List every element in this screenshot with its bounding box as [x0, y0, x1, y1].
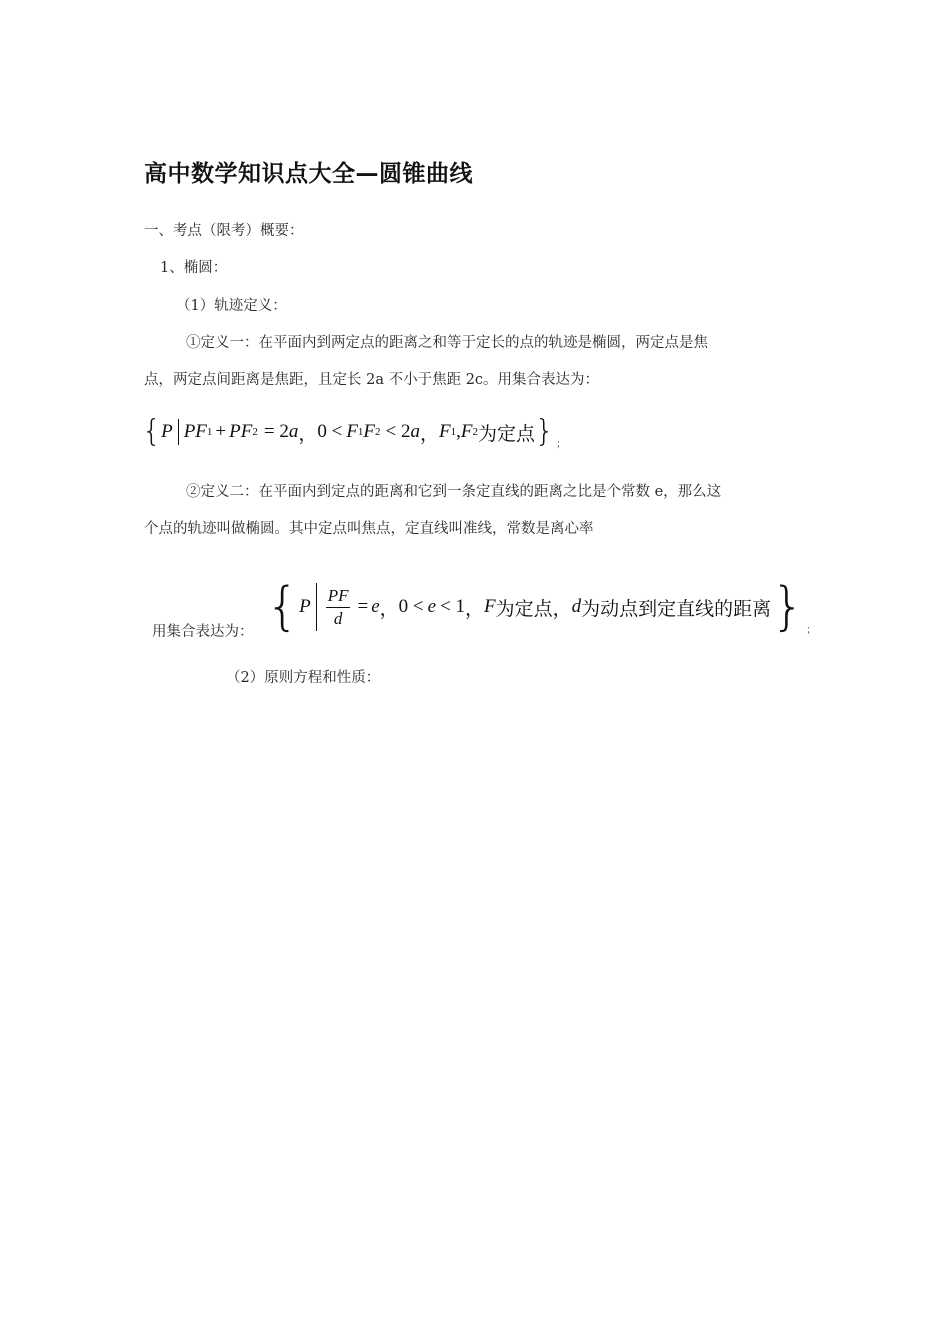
fraction-numerator: PF — [326, 585, 351, 608]
definition-two-line-2: 个点的轨迹叫做椭圆。其中定点叫焦点，定直线叫准线，常数是离心率 — [144, 521, 594, 537]
section-heading-standard-equation: （2）原则方程和性质： — [226, 670, 381, 686]
definition-one-line-2: 点，两定点间距离是焦距，且定长 2a 不小于焦距 2c。用集合表达为： — [144, 372, 600, 388]
formula-F1F2-first: F — [346, 421, 358, 442]
definition-two-line-1: ②定义二：在平面内到定点的距离和它到一条定直线的距离之比是个常数 e，那么这 — [186, 484, 722, 500]
section-heading-overview: 一、考点（限考）概要： — [144, 223, 304, 239]
formula-F1F2-second: F — [363, 421, 376, 442]
formula-plus: + — [215, 421, 227, 442]
formula-e: e — [371, 596, 380, 617]
formula-F1-sub: 1 — [450, 426, 457, 438]
formula-comma-1: ， — [298, 423, 318, 445]
formula-comma-1: ， — [379, 598, 399, 620]
fraction-denominator: d — [333, 608, 343, 628]
formula-symbol-P: P — [299, 596, 311, 617]
formula-equals: = — [357, 596, 369, 617]
set-builder-bar — [316, 583, 317, 631]
set-formula-definition-two — [266, 578, 816, 636]
formula-PF1: PF — [183, 421, 207, 442]
formula-a: a — [288, 421, 299, 442]
formula-comma-2: ， — [420, 423, 440, 445]
formula-a-2: a — [410, 421, 420, 442]
formula-zero-lt: 0 < — [317, 421, 343, 442]
formula-lt-2: < 2 — [385, 421, 411, 442]
formula-fixed-point-text: 为定点， — [495, 597, 572, 620]
set-formula-definition-one — [142, 414, 566, 450]
formula-F: F — [484, 596, 496, 617]
formula-comma-2: ， — [465, 598, 485, 620]
left-brace: { — [142, 414, 162, 449]
formula-distance-text: 为动点到定直线的距离 — [581, 597, 772, 620]
left-brace: { — [266, 577, 300, 637]
section-heading-locus-definition: （1）轨迹定义： — [176, 298, 287, 314]
formula-F2-sub: 2 — [472, 426, 478, 438]
formula-symbol-P: P — [161, 421, 173, 442]
fraction-PF-over-d — [326, 585, 351, 630]
right-brace: } — [535, 414, 555, 449]
formula-e-2: e — [427, 596, 437, 617]
formula-F1F2-sub2: 2 — [375, 426, 381, 438]
formula-sub-1: 1 — [206, 426, 213, 438]
formula-PF2: PF — [229, 421, 253, 442]
formula-separator: , — [456, 421, 461, 442]
formula-F1F2-sub1: 1 — [357, 426, 364, 438]
formula-F1: F — [439, 421, 451, 442]
formula-d: d — [571, 596, 582, 617]
right-brace: } — [771, 577, 805, 637]
formula-F2: F — [460, 421, 473, 442]
formula-semicolon: ； — [556, 439, 567, 450]
formula-equals-2: = 2 — [263, 421, 289, 442]
formula-lt-1: < 1 — [440, 596, 466, 617]
definition-two-set-prefix: 用集合表达为： — [152, 624, 254, 640]
section-heading-ellipse: 1、椭圆： — [160, 260, 228, 276]
page-title: 高中数学知识点大全—圆锥曲线 — [144, 161, 473, 187]
definition-one-line-1: ①定义一：在平面内到两定点的距离之和等于定长的点的轨迹是椭圆，两定点是焦 — [186, 335, 708, 351]
formula-fixed-points-text: 为定点 — [477, 422, 535, 445]
formula-semicolon: ； — [806, 625, 817, 636]
formula-sub-2: 2 — [252, 426, 258, 438]
set-builder-bar — [178, 419, 179, 445]
formula-range-zero: 0 < — [398, 596, 424, 617]
